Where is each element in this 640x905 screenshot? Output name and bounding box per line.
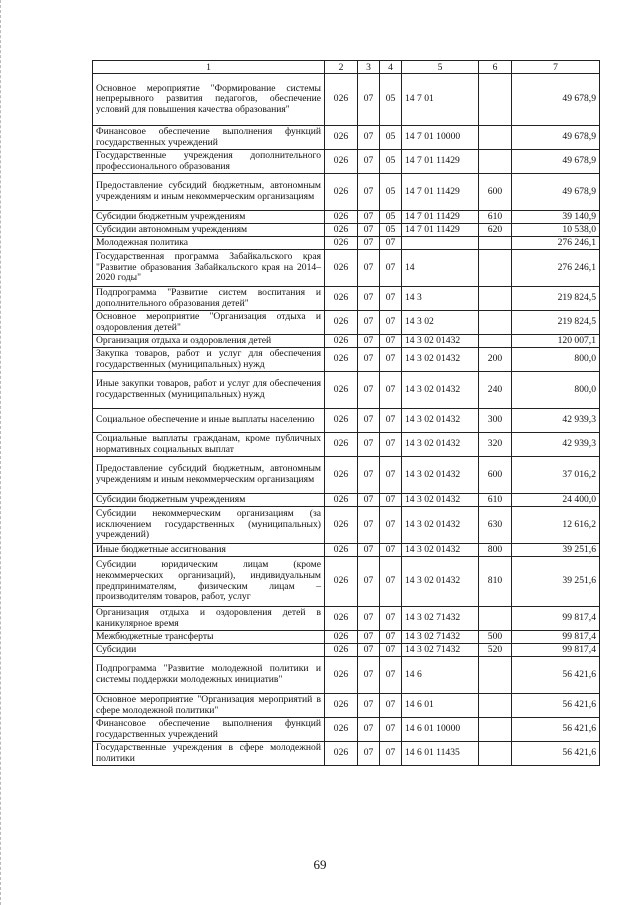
row-expense-type: 240 [479, 372, 512, 409]
row-expense-type [479, 250, 512, 287]
row-name: Молодежная политика [93, 237, 325, 250]
budget-table [92, 60, 600, 766]
row-amount: 800,0 [512, 372, 600, 409]
header-cell: 4 [380, 61, 402, 74]
row-section: 07 [358, 150, 380, 174]
row-section: 07 [358, 348, 380, 372]
row-code: 026 [325, 457, 358, 494]
row-section: 07 [358, 433, 380, 457]
table-row [93, 250, 600, 287]
row-subsection: 07 [380, 657, 402, 694]
row-expense-type [479, 657, 512, 694]
row-amount: 120 007,1 [512, 335, 600, 348]
row-name: Субсидии бюджетным учреждениям [93, 494, 325, 507]
row-amount: 276 246,1 [512, 250, 600, 287]
row-code: 026 [325, 74, 358, 126]
row-subsection: 07 [380, 433, 402, 457]
header-cell: 5 [402, 61, 479, 74]
row-expense-type [479, 126, 512, 150]
row-target-article: 14 3 02 71432 [402, 631, 479, 644]
row-expense-type: 620 [479, 224, 512, 237]
row-section: 07 [358, 335, 380, 348]
row-expense-type: 600 [479, 457, 512, 494]
row-section: 07 [358, 409, 380, 433]
row-code: 026 [325, 433, 358, 457]
row-subsection: 05 [380, 211, 402, 224]
row-name: Подпрограмма "Развитие молодежной политики и системы поддержки молодежных инициатив" [93, 657, 325, 694]
row-section: 07 [358, 74, 380, 126]
row-code: 026 [325, 494, 358, 507]
header-row [93, 61, 600, 74]
row-expense-type [479, 74, 512, 126]
row-subsection: 07 [380, 718, 402, 742]
row-name: Закупка товаров, работ и услуг для обеспечения государственных (муниципальных) нужд [93, 348, 325, 372]
row-expense-type: 500 [479, 631, 512, 644]
row-subsection: 07 [380, 457, 402, 494]
row-target-article: 14 3 02 01432 [402, 348, 479, 372]
row-code: 026 [325, 335, 358, 348]
table-row [93, 372, 600, 409]
row-name: Основное мероприятие "Формирование системы непрерывного развития педагогов, обеспечение условий для повышения качества образования" [93, 74, 325, 126]
row-amount: 219 824,5 [512, 311, 600, 335]
row-name: Иные бюджетные ассигнования [93, 544, 325, 557]
row-name: Предоставление субсидий бюджетным, автономным учреждениям и иным некоммерческим организациям [93, 457, 325, 494]
row-section: 07 [358, 694, 380, 718]
row-code: 026 [325, 644, 358, 657]
scan-edge [0, 0, 3, 905]
row-section: 07 [358, 644, 380, 657]
row-subsection: 05 [380, 224, 402, 237]
row-name: Финансовое обеспечение выполнения функций государственных учреждений [93, 126, 325, 150]
row-amount: 39 140,9 [512, 211, 600, 224]
table-row [93, 657, 600, 694]
row-amount: 56 421,6 [512, 718, 600, 742]
row-subsection: 07 [380, 348, 402, 372]
row-amount: 39 251,6 [512, 544, 600, 557]
table-row [93, 211, 600, 224]
row-name: Подпрограмма "Развитие систем воспитания и дополнительного образования детей" [93, 287, 325, 311]
row-expense-type [479, 237, 512, 250]
table-row [93, 409, 600, 433]
row-target-article: 14 7 01 10000 [402, 126, 479, 150]
row-amount: 49 678,9 [512, 126, 600, 150]
row-section: 07 [358, 494, 380, 507]
row-subsection: 07 [380, 335, 402, 348]
row-subsection: 07 [380, 311, 402, 335]
row-code: 026 [325, 174, 358, 211]
row-expense-type [479, 335, 512, 348]
row-subsection: 07 [380, 557, 402, 607]
table-row [93, 544, 600, 557]
row-amount: 24 400,0 [512, 494, 600, 507]
row-code: 026 [325, 742, 358, 766]
row-amount: 219 824,5 [512, 287, 600, 311]
row-name: Государственные учреждения в сфере молодежной политики [93, 742, 325, 766]
row-code: 026 [325, 607, 358, 631]
row-name: Социальные выплаты гражданам, кроме публичных нормативных социальных выплат [93, 433, 325, 457]
row-amount: 49 678,9 [512, 74, 600, 126]
row-name: Организация отдыха и оздоровления детей в каникулярное время [93, 607, 325, 631]
row-amount: 800,0 [512, 348, 600, 372]
row-name: Социальное обеспечение и иные выплаты населению [93, 409, 325, 433]
table-row [93, 644, 600, 657]
row-name: Субсидии автономным учреждениям [93, 224, 325, 237]
row-code: 026 [325, 631, 358, 644]
row-expense-type: 810 [479, 557, 512, 607]
row-name: Иные закупки товаров, работ и услуг для обеспечения государственных (муниципальных) нужд [93, 372, 325, 409]
table-row [93, 507, 600, 544]
row-amount: 10 538,0 [512, 224, 600, 237]
row-name: Субсидии юридическим лицам (кроме некоммерческих организаций), индивидуальным предпринимателям, физическим лицам – производителям товаров, работ, услуг [93, 557, 325, 607]
row-code: 026 [325, 694, 358, 718]
row-target-article: 14 7 01 11429 [402, 211, 479, 224]
row-amount: 56 421,6 [512, 657, 600, 694]
row-name: Основное мероприятие "Организация отдыха и оздоровления детей" [93, 311, 325, 335]
row-target-article: 14 3 02 71432 [402, 607, 479, 631]
row-name: Субсидии некоммерческим организациям (за исключением государственных (муниципальных) учреждений) [93, 507, 325, 544]
row-name: Организация отдыха и оздоровления детей [93, 335, 325, 348]
row-target-article: 14 6 01 11435 [402, 742, 479, 766]
row-target-article: 14 3 02 01432 [402, 433, 479, 457]
row-name: Финансовое обеспечение выполнения функций государственных учреждений [93, 718, 325, 742]
row-expense-type [479, 718, 512, 742]
row-code: 026 [325, 250, 358, 287]
row-code: 026 [325, 372, 358, 409]
row-target-article: 14 3 02 01432 [402, 409, 479, 433]
row-expense-type [479, 742, 512, 766]
row-name: Предоставление субсидий бюджетным, автономным учреждениям и иным некоммерческим организациям [93, 174, 325, 211]
row-target-article: 14 3 02 01432 [402, 544, 479, 557]
row-amount: 12 616,2 [512, 507, 600, 544]
table-row [93, 74, 600, 126]
row-subsection: 07 [380, 494, 402, 507]
table-row [93, 494, 600, 507]
header-cell: 2 [325, 61, 358, 74]
row-expense-type: 320 [479, 433, 512, 457]
table-row [93, 348, 600, 372]
row-code: 026 [325, 544, 358, 557]
table-row [93, 457, 600, 494]
row-section: 07 [358, 211, 380, 224]
row-subsection: 07 [380, 287, 402, 311]
row-code: 026 [325, 211, 358, 224]
row-amount: 56 421,6 [512, 742, 600, 766]
row-target-article: 14 7 01 [402, 74, 479, 126]
row-section: 07 [358, 557, 380, 607]
row-target-article: 14 6 01 [402, 694, 479, 718]
row-expense-type: 600 [479, 174, 512, 211]
row-amount: 99 817,4 [512, 631, 600, 644]
header-cell: 6 [479, 61, 512, 74]
row-name: Государственные учреждения дополнительного профессионального образования [93, 150, 325, 174]
row-amount: 99 817,4 [512, 644, 600, 657]
table-row [93, 174, 600, 211]
row-expense-type [479, 311, 512, 335]
table-row [93, 718, 600, 742]
row-subsection: 07 [380, 644, 402, 657]
row-target-article: 14 6 01 10000 [402, 718, 479, 742]
row-amount: 99 817,4 [512, 607, 600, 631]
row-target-article: 14 3 02 01432 [402, 457, 479, 494]
row-expense-type: 300 [479, 409, 512, 433]
row-section: 07 [358, 126, 380, 150]
row-expense-type: 610 [479, 494, 512, 507]
row-name: Государственная программа Забайкальского края "Развитие образования Забайкальского края на 2014–2020 годы" [93, 250, 325, 287]
row-amount: 42 939,3 [512, 433, 600, 457]
row-amount: 37 016,2 [512, 457, 600, 494]
row-expense-type [479, 150, 512, 174]
row-target-article: 14 3 02 01432 [402, 507, 479, 544]
row-section: 07 [358, 174, 380, 211]
header-cell: 7 [512, 61, 600, 74]
row-subsection: 07 [380, 372, 402, 409]
table-row [93, 150, 600, 174]
row-section: 07 [358, 607, 380, 631]
row-target-article: 14 3 02 01432 [402, 494, 479, 507]
row-subsection: 07 [380, 742, 402, 766]
row-code: 026 [325, 311, 358, 335]
row-section: 07 [358, 631, 380, 644]
row-section: 07 [358, 372, 380, 409]
row-target-article: 14 3 02 [402, 311, 479, 335]
row-expense-type [479, 607, 512, 631]
row-expense-type: 630 [479, 507, 512, 544]
row-expense-type: 200 [479, 348, 512, 372]
table-row [93, 335, 600, 348]
row-amount: 39 251,6 [512, 557, 600, 607]
header-cell: 1 [93, 61, 325, 74]
table-row [93, 557, 600, 607]
table-row [93, 287, 600, 311]
row-subsection: 07 [380, 507, 402, 544]
row-amount: 276 246,1 [512, 237, 600, 250]
row-section: 07 [358, 237, 380, 250]
row-subsection: 07 [380, 631, 402, 644]
row-expense-type: 520 [479, 644, 512, 657]
table-row [93, 607, 600, 631]
row-section: 07 [358, 507, 380, 544]
row-name: Субсидии бюджетным учреждениям [93, 211, 325, 224]
row-section: 07 [358, 287, 380, 311]
table-row [93, 311, 600, 335]
row-code: 026 [325, 348, 358, 372]
row-subsection: 07 [380, 544, 402, 557]
table-row [93, 433, 600, 457]
row-amount: 42 939,3 [512, 409, 600, 433]
row-section: 07 [358, 250, 380, 287]
row-code: 026 [325, 126, 358, 150]
row-section: 07 [358, 544, 380, 557]
row-name: Субсидии [93, 644, 325, 657]
row-code: 026 [325, 150, 358, 174]
row-subsection: 07 [380, 409, 402, 433]
row-section: 07 [358, 311, 380, 335]
row-expense-type [479, 694, 512, 718]
row-code: 026 [325, 237, 358, 250]
row-subsection: 07 [380, 250, 402, 287]
row-code: 026 [325, 409, 358, 433]
row-target-article: 14 7 01 11429 [402, 150, 479, 174]
row-section: 07 [358, 224, 380, 237]
row-code: 026 [325, 557, 358, 607]
row-subsection: 05 [380, 150, 402, 174]
header-cell: 3 [358, 61, 380, 74]
row-section: 07 [358, 657, 380, 694]
row-subsection: 05 [380, 74, 402, 126]
row-expense-type: 610 [479, 211, 512, 224]
row-code: 026 [325, 718, 358, 742]
row-amount: 49 678,9 [512, 150, 600, 174]
table-row [93, 224, 600, 237]
row-amount: 49 678,9 [512, 174, 600, 211]
row-subsection: 05 [380, 174, 402, 211]
row-subsection: 07 [380, 607, 402, 631]
row-target-article [402, 237, 479, 250]
row-section: 07 [358, 457, 380, 494]
table-row [93, 631, 600, 644]
row-code: 026 [325, 287, 358, 311]
row-subsection: 07 [380, 694, 402, 718]
row-code: 026 [325, 657, 358, 694]
row-subsection: 07 [380, 237, 402, 250]
page-number: 69 [313, 857, 327, 872]
row-target-article: 14 3 02 01432 [402, 372, 479, 409]
row-target-article: 14 7 01 11429 [402, 174, 479, 211]
row-target-article: 14 3 02 01432 [402, 335, 479, 348]
row-subsection: 05 [380, 126, 402, 150]
row-target-article: 14 7 01 11429 [402, 224, 479, 237]
table-row [93, 694, 600, 718]
row-target-article: 14 [402, 250, 479, 287]
row-target-article: 14 6 [402, 657, 479, 694]
row-code: 026 [325, 507, 358, 544]
table-row [93, 237, 600, 250]
table-row [93, 126, 600, 150]
row-target-article: 14 3 [402, 287, 479, 311]
table-body [93, 74, 600, 766]
row-code: 026 [325, 224, 358, 237]
row-target-article: 14 3 02 01432 [402, 557, 479, 607]
table-row [93, 742, 600, 766]
row-name: Межбюджетные трансферты [93, 631, 325, 644]
row-name: Основное мероприятие "Организация мероприятий в сфере молодежной политики" [93, 694, 325, 718]
row-section: 07 [358, 718, 380, 742]
row-target-article: 14 3 02 71432 [402, 644, 479, 657]
row-amount: 56 421,6 [512, 694, 600, 718]
row-expense-type: 800 [479, 544, 512, 557]
row-section: 07 [358, 742, 380, 766]
row-expense-type [479, 287, 512, 311]
